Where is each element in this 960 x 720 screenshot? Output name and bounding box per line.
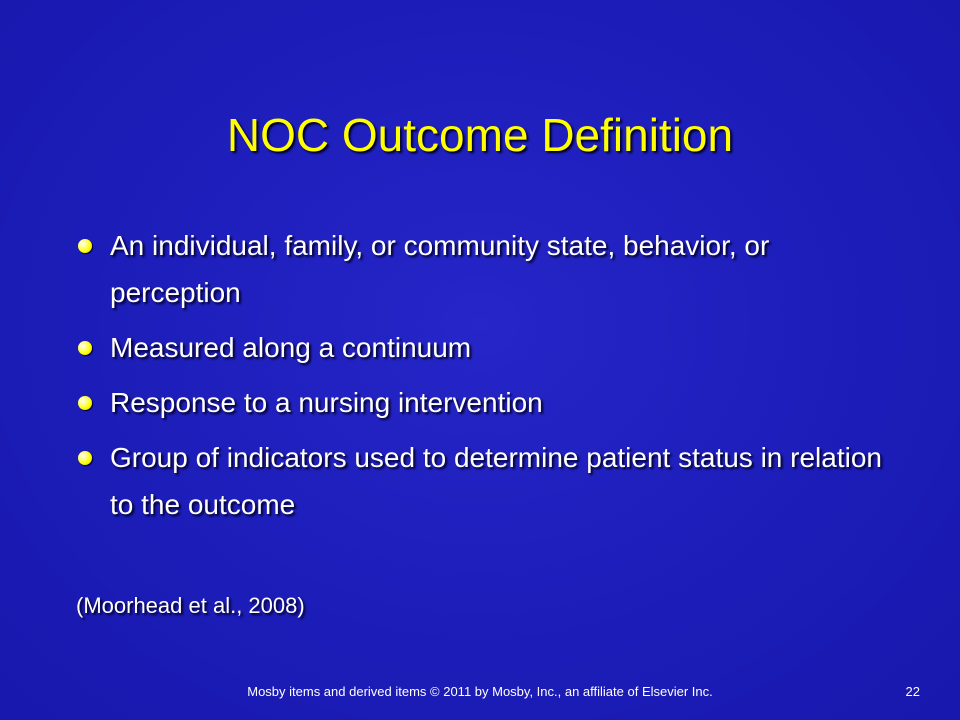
bullet-text: Response to a nursing intervention [110,387,543,418]
page-number: 22 [905,684,920,699]
bullet-list [76,222,896,536]
citation: (Moorhead et al., 2008) [76,593,305,618]
bullet-item [76,324,896,371]
footer [0,680,960,704]
bullet-text: Group of indicators used to determine patient status in relation to the outcome [110,442,882,520]
footer-credit: Mosby items and derived items © 2011 by Mosby, Inc., an affiliate of Elsevier Inc. [247,684,713,699]
bullet-icon [78,341,92,355]
bullet-text: Measured along a continuum [110,332,472,363]
bullet-icon [78,451,92,465]
bullet-text: An individual, family, or community state, behavior, or perception [110,230,770,308]
bullet-item [76,379,896,426]
slide-title: NOC Outcome Definition [226,109,734,161]
bullet-icon [78,396,92,410]
bullet-item [76,222,896,316]
bullet-icon [78,239,92,253]
bullet-item [76,434,896,528]
